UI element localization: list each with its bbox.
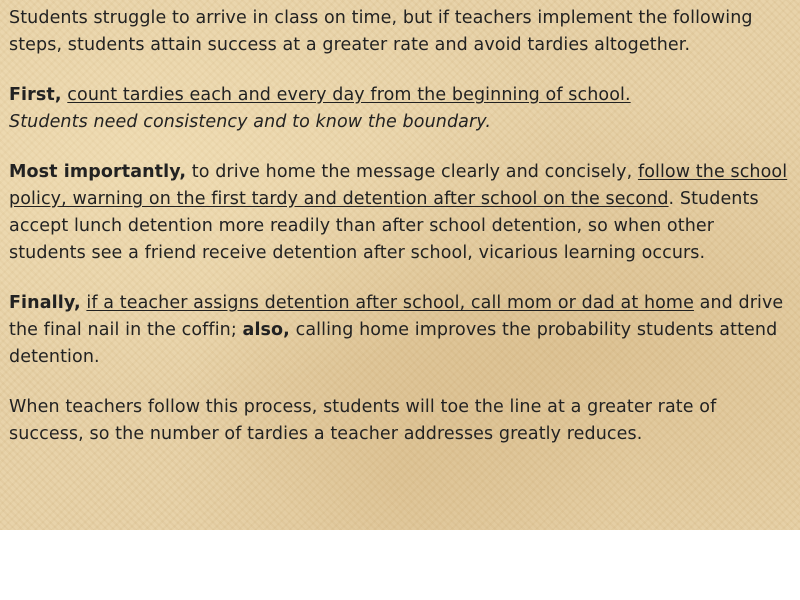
conclusion-paragraph: When teachers follow this process, students will toe the line at a greater rate of success, so the number of tardies a teacher addresses greatly reduces.: [9, 397, 717, 444]
step-finally-paragraph: [9, 290, 795, 371]
step-most-importantly-paragraph: [9, 159, 795, 267]
step-first-underlined: count tardies each and every day from the beginning of school.: [67, 85, 631, 105]
document-body: [9, 5, 795, 448]
step-first-italic: Students need consistency and to know the boundary.: [9, 112, 492, 132]
step-finally-lead: Finally,: [9, 293, 81, 313]
intro-paragraph: Students struggle to arrive in class on time, but if teachers implement the following steps, students attain success at a greater rate and avoid tardies altogether.: [9, 8, 753, 55]
step-first-lead: First,: [9, 85, 62, 105]
step-finally-text-a: and drive the final nail in the coffin;: [9, 293, 784, 340]
step-finally-underlined: if a teacher assigns detention after school, call mom or dad at home: [86, 293, 694, 313]
step-most-importantly-lead: Most importantly,: [9, 162, 187, 182]
step-most-importantly-text-a: to drive home the message clearly and concisely,: [191, 162, 633, 182]
step-most-importantly-text-b: . Students accept lunch detention more readily than after school detention, so when other students see a friend receive detention after school, vicarious learning occurs.: [9, 189, 759, 263]
step-finally-also: also,: [242, 320, 290, 340]
step-finally-text-b: calling home improves the probability students attend detention.: [9, 320, 778, 367]
step-most-importantly-underlined: follow the school policy, warning on the first tardy and detention after school on the second: [9, 162, 788, 209]
step-first-paragraph: [9, 82, 795, 136]
